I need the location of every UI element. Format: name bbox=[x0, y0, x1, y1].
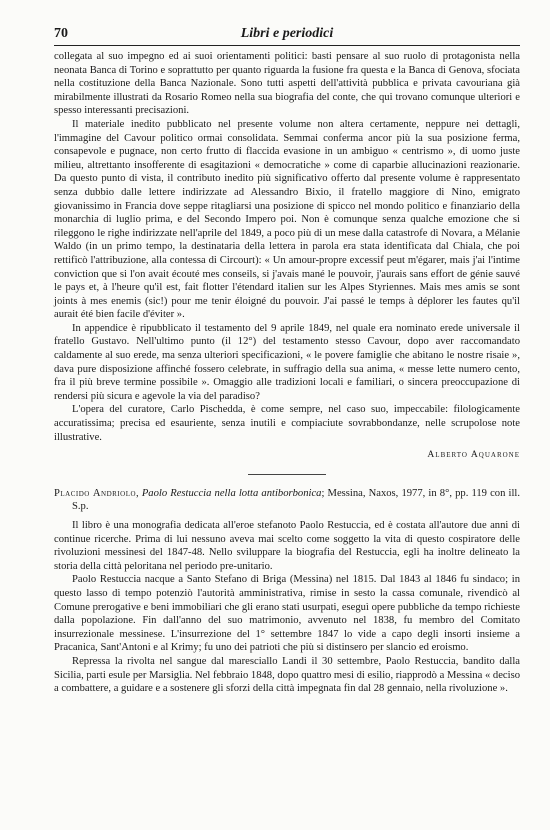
book-title: Paolo Restuccia nella lotta antiborbonica bbox=[141, 487, 322, 499]
review-paragraph: Paolo Restuccia nacque a Santo Stefano di Briga (Messina) nel 1815. Dal 1843 al 1846 fu sindaco; in questo lasso di tempo potenziò l'autorità amministrativa, rimise in sesto la cassa comunale, rivendicò al Comune prerogative e beni immobiliari che gli erano stati usurpati, eseguì opere pubbliche da tempo richieste dalla popolazione. Fin dall'anno del suo matrimonio, avvenuto nel 1838, fu membro del Comitato insurrezionale messinese. L'insurrezione del 1° settembre 1847 lo vide a capo degli insorti insieme a Pracanica, Sant'Antoni e al Krimy; fu uno dei patrioti che più si distinsero per slancio ed eroismo. bbox=[54, 574, 520, 654]
review-paragraph: In appendice è ripubblicato il testamento del 9 aprile 1849, nel quale era nominato erede universale il fratello Gustavo. Nell'ultimo punto (il 12°) del testamento stesso Cavour, dopo aver raccomandato caldamente al suo erede, ma senza ulteriori specificazioni, « le povere famiglie che abitano le nostre risaie », dava pure disposizione affinché fossero celebrate, in suffragio della sua anima, « messe lette numero cento, fra il più breve termine possibile ». Omaggio alle tradizioni locali e familiari, o sincera preoccupazione di rendersi più sicura e agevole la via del paradiso? bbox=[54, 322, 520, 402]
section-separator bbox=[248, 474, 326, 475]
page-number: 70 bbox=[54, 26, 68, 41]
running-header bbox=[54, 24, 520, 46]
running-title: Libri e periodici bbox=[240, 26, 334, 41]
header-rule bbox=[54, 45, 520, 46]
bibliographic-heading: Placido Andriolo, Paolo Restuccia nella lotta antiborbonica; Messina, Naxos, 1977, in 8°, pp. 119 con ill. S.p. bbox=[54, 487, 521, 513]
review-paragraph: collegata al suo impegno ed ai suoi orientamenti politici: basti pensare al suo ruolo di protagonista nella neonata Banca di Torino e soprattutto per quanto riguarda la fusione fra questa e la Banca di Genova, sfociata nella costituzione della Banca Nazionale. Sono tutti aspetti dell'attività pubblica e privata cavouriana già mirabilmente illustrati da Rosario Romeo nella sua biografia del conte, che qui trovano comunque ulteriori e spesso interessanti precisazioni. bbox=[54, 51, 520, 117]
review-cavour bbox=[54, 50, 520, 462]
review-paragraph: L'opera del curatore, Carlo Pischedda, è come sempre, nel caso suo, impeccabile: filologicamente accuratissima; precisa ed esauriente, senza inutili e compiaciute sovrabbondanze, nelle scrupolose note illustrative. bbox=[54, 404, 520, 443]
page-body bbox=[54, 50, 520, 696]
review-paragraph: Repressa la rivolta nel sangue dal maresciallo Landi il 30 settembre, Paolo Restuccia, bandito dalla Sicilia, parti esule per Marsiglia. Nel febbraio 1848, dopo quattro mesi di esilio, riapprodò a Messina « deciso a combattere, a guidare e a sostenere gli sforzi della città impegnata fin dal 28 gennaio, nella rivoluzione ». bbox=[54, 655, 520, 695]
review-paragraph: Il libro è una monografia dedicata all'eroe stefanoto Paolo Restuccia, ed è costata all'autore due anni di continue ricerche. Prima di lui nessuno aveva mai scelto come soggetto la vita di questo cospiratore delle rivoluzioni messinesi del 1847-48. Nello sviluppare la biografia del Restuccia, egli ha inoltre delineato la storia della città peloritana nel periodo pre-unitario. bbox=[54, 520, 520, 572]
book-author: Placido Andriolo bbox=[54, 487, 137, 499]
publication-details: ; Messina, Naxos, 1977, in 8°, pp. 119 con ill. S.p. bbox=[72, 487, 521, 513]
review-restuccia bbox=[54, 487, 520, 696]
review-paragraph: Il materiale inedito pubblicato nel presente volume non altera certamente, neppure nei dettagli, l'immagine del Cavour politico ormai consolidata. Semmai conferma ancor più la sua posizione ferma, consapevole e pugnace, non certo frutto di flaccida evasione in un ambiguo « centrismo », di uomo juste milieu, altrettanto insofferente di esagitazioni « democratiche » come di caparbie allucinazioni reazionarie. Da questo punto di vista, il contributo inedito più significativo offerto dal presente volume è rappresentato senza dubbio dalle lettere indirizzate ad Alessandro Bixio, il fratello maggiore di Nino, emigrato giovanissimo in Francia dove seppe ritagliarsi una posizione di spicco nel mondo politico e finanziario della monarchia di luglio prima, e del Secondo Impero poi. Non è comunque senza qualche emozione che si rileggono le righe indirizzate nell'aprile del 1849, a poco più di un mese dalla catastrofe di Novara, a Mélanie Waldo (in un primo tempo, la destinataria della lettera in parola era stata identificata dal Chiala, che poi rettificò l'attribuzione, alla contessa di Circourt): « Un amour-propre excessif peut m'égarer, mais j'ai l'intime conviction que si l'on avait écouté mes conseils, si j'avais mané le pouvoir, j'aurais sans effort de génie sauvé le pays et, à l'heure qu'il est, fait flotter l'étendard italien sur les Alpes Styriennes. Mais mes amis se sont joints à mes enemis (sic!) pour me tenir éloigné du pouvoir. J'ai passé le temps à déplorer les fautes qu'il aurait été bien facile d'éviter ». bbox=[54, 118, 520, 321]
reviewer-signature: Alberto Aquarone bbox=[427, 449, 520, 461]
